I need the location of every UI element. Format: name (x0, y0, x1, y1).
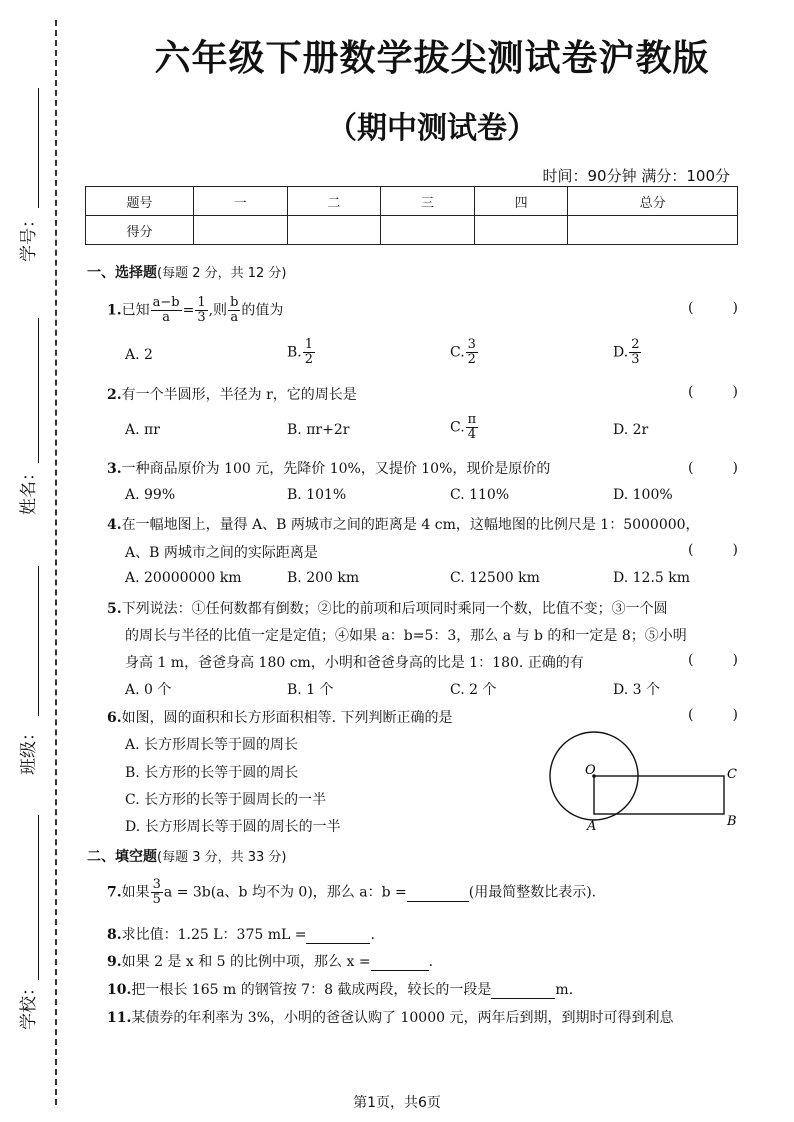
question-number: 7. (107, 884, 122, 901)
option-d[interactable]: D. 2r (613, 422, 649, 438)
question-6 (107, 707, 453, 727)
question-5-line-1 (107, 598, 668, 618)
fraction (151, 878, 163, 907)
section-title: 二、填空题 (87, 849, 157, 865)
option-a[interactable]: A. 99% (125, 487, 176, 503)
question-number: 3. (107, 461, 122, 477)
bracket-close: ) (732, 652, 738, 668)
question-number: 8. (107, 927, 122, 943)
option-c[interactable]: C. 110% (450, 487, 510, 503)
binding-margin (0, 0, 70, 1122)
exam-meta: 时间：90分钟 满分：100分 (542, 167, 730, 185)
fraction (466, 338, 478, 367)
student-name-line[interactable] (38, 318, 39, 463)
label-b: B (727, 814, 737, 829)
question-number: 6. (107, 710, 122, 726)
option-a[interactable]: A. πr (125, 422, 160, 438)
numerator: π (467, 412, 477, 427)
question-text: 如果 2 是 x 和 5 的比例中项，那么 x = (121, 954, 371, 970)
fraction (303, 338, 315, 367)
option-c[interactable]: C. 长方形的长等于圆周长的一半 (125, 792, 327, 808)
option-a[interactable]: A. 2 (125, 347, 153, 363)
score-cell: 一 (194, 187, 288, 216)
option-d[interactable]: D. 长方形周长等于圆的周长的一半 (125, 819, 341, 835)
fraction (466, 413, 479, 442)
bracket-open: ( (688, 652, 694, 668)
school-label: 学校： (19, 979, 39, 1030)
numerator: 1 (304, 337, 314, 352)
student-id-label: 学号： (19, 211, 39, 262)
question-number: 1. (107, 302, 122, 319)
score-table (85, 186, 738, 245)
denominator: 5 (152, 892, 161, 907)
label-o: O (585, 763, 596, 778)
answer-blank[interactable] (407, 885, 469, 902)
rectangle-shape (594, 776, 724, 814)
option-label: C. (450, 344, 465, 361)
page-subtitle: （期中测试卷） (327, 111, 537, 146)
question-text: . (370, 927, 375, 943)
option-b[interactable]: B. πr+2r (287, 422, 350, 438)
option-b[interactable]: B. 200 km (287, 570, 360, 586)
option-label: D. (613, 344, 629, 361)
question-text: ,则 (208, 302, 228, 319)
denominator: a (230, 310, 239, 325)
question-text: 已知 (121, 302, 150, 319)
question-text: 下列说法：①任何数都有倒数；②比的前项和后项同时乘同一个数，比值不变；③一个圆 (121, 601, 668, 617)
option-b[interactable] (287, 338, 316, 367)
bracket-close: ) (732, 542, 738, 558)
question-8 (107, 924, 375, 944)
option-d[interactable]: D. 12.5 km (613, 570, 691, 586)
bracket-close: ) (732, 384, 738, 400)
fraction (151, 296, 182, 325)
question-11 (107, 1007, 673, 1027)
bracket-open: ( (688, 707, 694, 723)
score-cell: 三 (381, 187, 475, 216)
question-text: 某债券的年利率为 3%，小明的爸爸认购了 10000 元，两年后到期，到期时可得到利息 (131, 1010, 674, 1026)
question-text: 如图，圆的面积和长方形面积相等. 下列判断正确的是 (121, 710, 453, 726)
binding-dashed-line (55, 20, 57, 1105)
option-a[interactable]: A. 20000000 km (125, 570, 242, 586)
question-1 (107, 296, 283, 325)
question-text: 求比值：1.25 L：375 mL = (121, 927, 307, 943)
option-d[interactable]: D. 100% (613, 487, 673, 503)
score-table-header-row (86, 187, 738, 216)
question-4-line-1 (107, 514, 700, 534)
fraction (228, 296, 240, 325)
option-label: C. (450, 419, 465, 436)
question-text: a = 3b(a、b 均不为 0)，那么 a：b = (163, 884, 407, 901)
denominator: 2 (467, 352, 476, 367)
score-input-cell[interactable] (568, 216, 738, 245)
score-cell: 题号 (86, 187, 194, 216)
option-c[interactable] (450, 338, 479, 367)
answer-bracket[interactable] (688, 707, 738, 723)
denominator: 3 (631, 352, 640, 367)
answer-blank[interactable] (371, 954, 429, 971)
question-4-line-2: A、B 两城市之间的实际距离是 (125, 545, 318, 561)
section-note: (每题 2 分，共 12 分) (157, 266, 287, 281)
question-number: 10. (107, 982, 132, 998)
answer-bracket[interactable] (688, 652, 738, 668)
answer-bracket[interactable] (688, 542, 738, 558)
question-9 (107, 951, 433, 971)
denominator: a (162, 310, 170, 325)
section-heading-fill (87, 846, 287, 866)
answer-blank[interactable] (306, 927, 370, 944)
option-a[interactable]: A. 长方形周长等于圆的周长 (125, 737, 299, 753)
page-title: 六年级下册数学拔尖测试卷沪教版 (154, 38, 710, 79)
score-input-cell[interactable] (287, 216, 381, 245)
denominator: 3 (197, 310, 206, 325)
option-c[interactable]: C. 2 个 (450, 682, 497, 698)
score-input-cell[interactable] (194, 216, 288, 245)
question-text: 的值为 (241, 302, 284, 319)
answer-bracket[interactable] (688, 460, 738, 476)
question-number: 5. (107, 601, 122, 617)
score-input-cell[interactable] (381, 216, 475, 245)
section-note: (每题 3 分，共 33 分) (157, 850, 287, 865)
numerator: 3 (467, 337, 476, 352)
fraction (195, 296, 207, 325)
question-10 (107, 979, 573, 999)
numerator: a−b (152, 295, 180, 310)
option-b[interactable]: B. 长方形的长等于圆的周长 (125, 765, 299, 781)
option-d[interactable] (613, 338, 642, 367)
answer-bracket[interactable] (688, 300, 738, 316)
denominator: 4 (467, 427, 477, 442)
answer-blank[interactable] (491, 982, 555, 999)
score-table-score-row (86, 216, 738, 245)
question-number: 9. (107, 954, 122, 970)
question-5-line-2: 的周长与半径的比值一定是定值；④如果 a：b=5：3，那么 a 与 b 的和一定是 8；⑤小明 (125, 628, 687, 644)
class-label: 班级： (19, 724, 39, 775)
page-footer: 第1页，共6页 (353, 1095, 441, 1111)
numerator: 1 (197, 295, 206, 310)
question-5-line-3: 身高 1 m，爸爸身高 180 cm，小明和爸爸身高的比是 1：180. 正确的有 (125, 655, 584, 671)
score-cell: 得分 (86, 216, 194, 245)
bracket-open: ( (688, 460, 694, 476)
score-cell: 二 (287, 187, 381, 216)
question-2 (107, 384, 357, 404)
class-line[interactable] (38, 566, 39, 716)
option-c[interactable] (450, 413, 479, 442)
question-number: 4. (107, 517, 122, 533)
numerator: b (230, 295, 239, 310)
label-a: A (587, 819, 597, 834)
question-number: 2. (107, 387, 122, 403)
fraction (629, 338, 641, 367)
option-c[interactable]: C. 12500 km (450, 570, 540, 586)
denominator: 2 (304, 352, 314, 367)
option-a[interactable]: A. 0 个 (125, 682, 172, 698)
numerator: 2 (631, 337, 640, 352)
bracket-open: ( (688, 384, 694, 400)
bracket-open: ( (688, 542, 694, 558)
question-text: m. (555, 982, 574, 998)
school-line[interactable] (38, 815, 39, 980)
circle-rectangle-figure (545, 730, 745, 835)
bracket-close: ) (732, 707, 738, 723)
option-label: B. (287, 344, 302, 361)
question-text: 在一幅地图上，量得 A、B 两城市之间的距离是 4 cm，这幅地图的比例尺是 1：5000000， (121, 517, 700, 533)
bracket-close: ) (732, 300, 738, 316)
question-text: 把一根长 165 m 的钢管按 7：8 截成两段，较长的一段是 (131, 982, 492, 998)
score-cell: 四 (474, 187, 568, 216)
score-cell: 总分 (568, 187, 738, 216)
question-text: (用最简整数比表示). (468, 884, 597, 901)
option-b[interactable]: B. 101% (287, 487, 347, 503)
question-text: 一种商品原价为 100 元，先降价 10%，又提价 10%，现价是原价的 (121, 461, 551, 477)
question-text: 有一个半圆形，半径为 r，它的周长是 (121, 387, 357, 403)
score-input-cell[interactable] (474, 216, 568, 245)
numerator: 3 (152, 877, 161, 892)
question-number: 11. (107, 1010, 132, 1026)
label-c: C (727, 767, 737, 782)
question-7 (107, 878, 596, 907)
question-3 (107, 458, 550, 478)
bracket-open: ( (688, 300, 694, 316)
section-heading-choice (87, 262, 287, 282)
question-text: = (182, 302, 195, 319)
student-name-label: 姓名： (19, 464, 39, 515)
student-id-line[interactable] (38, 88, 39, 208)
bracket-close: ) (732, 460, 738, 476)
question-text: . (428, 954, 434, 970)
option-b[interactable]: B. 1 个 (287, 682, 334, 698)
option-d[interactable]: D. 3 个 (613, 682, 660, 698)
question-text: 如果 (121, 884, 150, 901)
section-title: 一、选择题 (87, 265, 157, 281)
answer-bracket[interactable] (688, 384, 738, 400)
